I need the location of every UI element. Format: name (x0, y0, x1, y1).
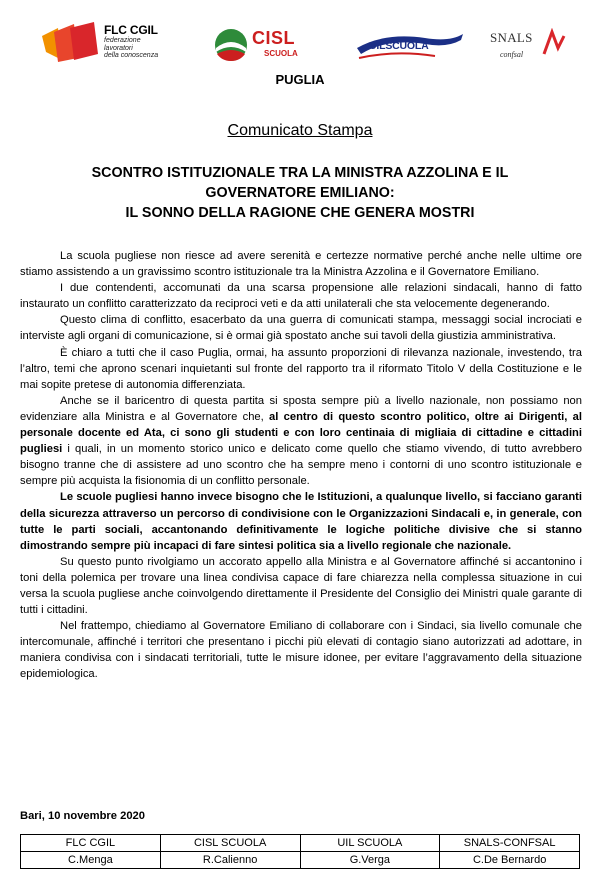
union-cell: UIL SCUOLA (300, 835, 440, 852)
paragraph-2: I due contendenti, accomunati da una scarsa propensione alle relazioni sindacali, hanno di fatto instaurato un conflitto caratterizzato da reciproci veti e da atti unilaterali che sta velocemente degenerando. (20, 282, 582, 311)
flc-cgil-logo (40, 22, 160, 66)
signatory-cell: R.Calienno (160, 852, 300, 869)
flc-flag-icon (40, 22, 100, 66)
flc-sub1: federazione (104, 37, 141, 44)
signatory-cell: G.Verga (300, 852, 440, 869)
paragraph-4: È chiaro a tutti che il caso Puglia, ormai, ha assunto proporzioni di rilevanza nazionale, investendo, tra l’altro, temi che aprono scenari inquietanti sul fronte del rapporto tra il riformato Titolo V della Costituzione e le mai sopite pretese di autonomia differenziata. (20, 346, 582, 391)
flc-name: FLC CGIL (104, 23, 158, 37)
headline-line-1: SCONTRO ISTITUZIONALE TRA LA MINISTRA AZZOLINA E IL (91, 165, 509, 181)
paragraph-5-part-1: Anche se il baricentro di questa partita si sposta sempre più a livello nazionale, non possiamo non evidenziare alla Ministra e al Governatore che, (20, 394, 582, 423)
paragraph-5-bold: al centro di questo scontro politico, oltre ai Dirigenti, al personale docente ed Ata, ci sono gli studenti e con loro centinaia di migliaia di cittadine e cittadini pugliesi (20, 410, 582, 456)
snals-sub: confsal (500, 50, 524, 59)
cisl-name: CISL (252, 28, 296, 48)
paragraph-5-part-2: i quali, in un momento storico unico e delicato come quello che stiamo vivendo, di tutto avrebbero bisogno tranne che di assistere ad uno scontro che ha sempre meno i contorni di uno scontro istituzionale e sempre più acquista la fisionomia di un conflitto personale. (20, 443, 582, 488)
union-cell: CISL SCUOLA (160, 835, 300, 852)
signatory-cell: C.Menga (21, 852, 161, 869)
signature-names-row (21, 852, 580, 869)
signature-table (20, 834, 580, 869)
cisl-scuola-logo (214, 26, 314, 66)
headline-line-3: IL SONNO DELLA RAGIONE CHE GENERA MOSTRI (125, 205, 475, 221)
headline (40, 163, 560, 223)
logo-strip (0, 22, 600, 68)
headline-line-2: GOVERNATORE EMILIANO: (205, 185, 395, 201)
paragraph-5 (20, 393, 582, 490)
paragraph-6 (20, 489, 582, 553)
uil-scuola-logo (355, 30, 465, 66)
uil-name: UILSCUOLA (369, 40, 429, 52)
paragraph-3: Questo clima di conflitto, esacerbato da una guerra di comunicati stampa, messaggi social incrociati e interviste agli organi di comunicazione, si è ormai già spostato anche sui tavoli della giustizia amministrativa. (20, 314, 582, 343)
snals-mark-icon (540, 28, 566, 58)
signature-unions-row (21, 835, 580, 852)
paragraph-6-bold: Le scuole pugliesi hanno invece bisogno che le Istituzioni, a qualunque livello, si facciano garanti della sicurezza attraverso un percorso di condivisione con le Organizzazioni Sindacali e, in generale, con tutte le parti sociali, accantonando definitivamente le logiche politiche divisive che si stanno dimostrando sempre più incapaci di fare sintesi politica sia a livello regionale che nazionale. (20, 491, 582, 552)
union-cell: SNALS-CONFSAL (440, 835, 580, 852)
signatory-cell: C.De Bernardo (440, 852, 580, 869)
region-heading: PUGLIA (275, 72, 325, 87)
snals-confsal-logo (490, 22, 570, 66)
paragraph-8: Nel frattempo, chiediamo al Governatore Emiliano di collaborare con i Sindaci, sia livello comunale che intercomunale, affinché i territori che presentano i picchi più elevati di contagio siano autorizzati ad adottare, in maniera condivisa con i sindacati territoriali, tutte le misure idonee, per evitare l’aggravamento della situazione epidemiologica. (20, 620, 582, 681)
body-text (20, 248, 582, 683)
dateline: Bari, 10 novembre 2020 (20, 810, 145, 822)
flc-sub2: lavoratori (104, 44, 133, 52)
paragraph-7: Su questo punto rivolgiamo un accorato appello alla Ministra e al Governatore affinché si accantonino i toni della polemica per trovare una linea condivisa capace di fare chiarezza nella complessa situazione in cui versa la scuola pugliese anche coinvolgendo direttamente il Presidente del Consiglio dei Ministri quale garante di tutti i cittadini. (20, 555, 582, 617)
cisl-emblem-icon (214, 28, 248, 62)
snals-name: SNALS (490, 30, 533, 45)
cisl-sub: SCUOLA (264, 49, 298, 58)
paragraph-1: La scuola pugliese non riesce ad avere serenità e certezze normative perché anche nelle ultime ore stiamo assistendo a un gravissimo scontro istituzionale tra la Ministra Azzolina e il Governatore Emiliano. (20, 250, 582, 279)
union-cell: FLC CGIL (21, 835, 161, 852)
flc-sub3: della conoscenza (104, 52, 159, 59)
document-kind: Comunicato Stampa (227, 122, 373, 139)
